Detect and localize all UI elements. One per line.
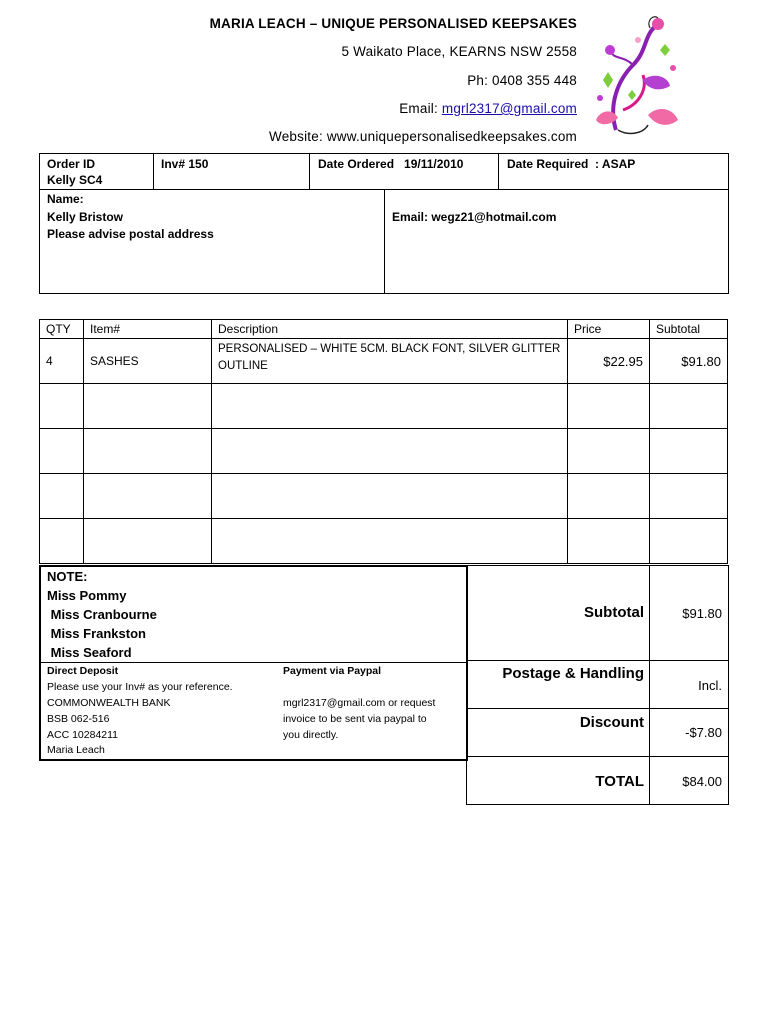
row-item: SASHES (84, 339, 212, 384)
business-email-line (399, 101, 577, 116)
row-price (568, 519, 650, 564)
totals-divider (467, 660, 728, 661)
row-description (212, 474, 568, 519)
customer-name-cell (40, 190, 385, 293)
invoice-cell (154, 154, 310, 189)
row-subtotal (650, 519, 728, 564)
row-description (212, 519, 568, 564)
header-description: Description (212, 320, 568, 339)
date-ordered-cell (310, 154, 499, 189)
date-required: Date Required : ASAP (507, 157, 636, 171)
row-price (568, 384, 650, 429)
note-divider (41, 662, 466, 663)
paypal-line: you directly. (283, 729, 339, 741)
row-qty: 4 (40, 339, 84, 384)
row-description: PERSONALISED – WHITE 5CM. BLACK FONT, SILVER GLITTER OUTLINE (212, 339, 568, 384)
order-id-value: Kelly SC4 (47, 173, 103, 187)
note-title: NOTE: (47, 569, 88, 584)
business-email-link[interactable]: mgrl2317@gmail.com (441, 101, 577, 116)
row-item (84, 474, 212, 519)
row-item (84, 429, 212, 474)
header-price: Price (568, 320, 650, 339)
row-subtotal (650, 474, 728, 519)
order-header-row (40, 154, 728, 190)
header-qty: QTY (40, 320, 84, 339)
table-row (40, 429, 728, 474)
row-description (212, 429, 568, 474)
row-price (568, 429, 650, 474)
customer-name-label: Name: (47, 192, 84, 206)
invoice-number: Inv# 150 (161, 157, 209, 171)
note-payment-box (39, 565, 468, 761)
floral-logo-image (588, 10, 688, 138)
postage-label: Postage & Handling (502, 665, 644, 682)
direct-deposit-title: Direct Deposit (47, 665, 119, 677)
direct-deposit-line: COMMONWEALTH BANK (47, 697, 171, 709)
order-id-cell (40, 154, 154, 189)
date-ordered: Date Ordered 19/11/2010 (318, 157, 464, 171)
paypal-line: mgrl2317@gmail.com or request (283, 697, 436, 709)
row-subtotal (650, 429, 728, 474)
row-description (212, 384, 568, 429)
note-line: Miss Frankston (47, 626, 146, 641)
subtotal-value: $91.80 (682, 606, 722, 621)
business-name: MARIA LEACH – UNIQUE PERSONALISED KEEPSAKES (209, 16, 577, 31)
customer-name: Kelly Bristow (47, 210, 124, 224)
row-subtotal (650, 384, 728, 429)
row-item (84, 519, 212, 564)
discount-value: -$7.80 (685, 725, 722, 740)
note-line: Miss Pommy (47, 588, 127, 603)
row-subtotal: $91.80 (650, 339, 728, 384)
row-price: $22.95 (568, 339, 650, 384)
business-phone: Ph: 0408 355 448 (467, 73, 577, 88)
row-qty (40, 519, 84, 564)
table-row (40, 384, 728, 429)
note-line: Miss Cranbourne (47, 607, 157, 622)
totals-divider (467, 756, 728, 757)
direct-deposit-line: ACC 10284211 (47, 729, 119, 741)
customer-address-note: Please advise postal address (47, 227, 214, 241)
total-label: TOTAL (595, 773, 644, 790)
direct-deposit-line: Please use your Inv# as your reference. (47, 681, 233, 693)
header-item: Item# (84, 320, 212, 339)
postage-value: Incl. (698, 678, 722, 693)
business-website: Website: www.uniquepersonalisedkeepsakes.com (269, 129, 577, 144)
totals-column-divider (649, 566, 650, 804)
row-qty (40, 384, 84, 429)
row-qty (40, 474, 84, 519)
row-qty (40, 429, 84, 474)
note-line: Miss Seaford (47, 645, 132, 660)
table-row (40, 474, 728, 519)
items-table (39, 319, 728, 564)
date-required-cell (499, 154, 728, 189)
items-header-row (40, 320, 728, 339)
order-info-box (39, 153, 729, 294)
subtotal-label: Subtotal (584, 604, 644, 621)
totals-box (466, 565, 729, 805)
paypal-title: Payment via Paypal (283, 665, 382, 677)
paypal-line: invoice to be sent via paypal to (283, 713, 427, 725)
order-id-label: Order ID (47, 157, 96, 171)
direct-deposit-line: BSB 062-516 (47, 713, 110, 725)
business-email-label: Email: (399, 101, 438, 116)
totals-divider (467, 708, 728, 709)
discount-label: Discount (579, 714, 644, 731)
row-price (568, 474, 650, 519)
table-row (40, 339, 728, 384)
row-item (84, 384, 212, 429)
header-subtotal: Subtotal (650, 320, 728, 339)
direct-deposit-line: Maria Leach (47, 744, 105, 756)
table-row (40, 519, 728, 564)
customer-email: Email: wegz21@hotmail.com (392, 210, 557, 224)
total-value: $84.00 (682, 774, 722, 789)
business-address: 5 Waikato Place, KEARNS NSW 2558 (341, 44, 577, 59)
